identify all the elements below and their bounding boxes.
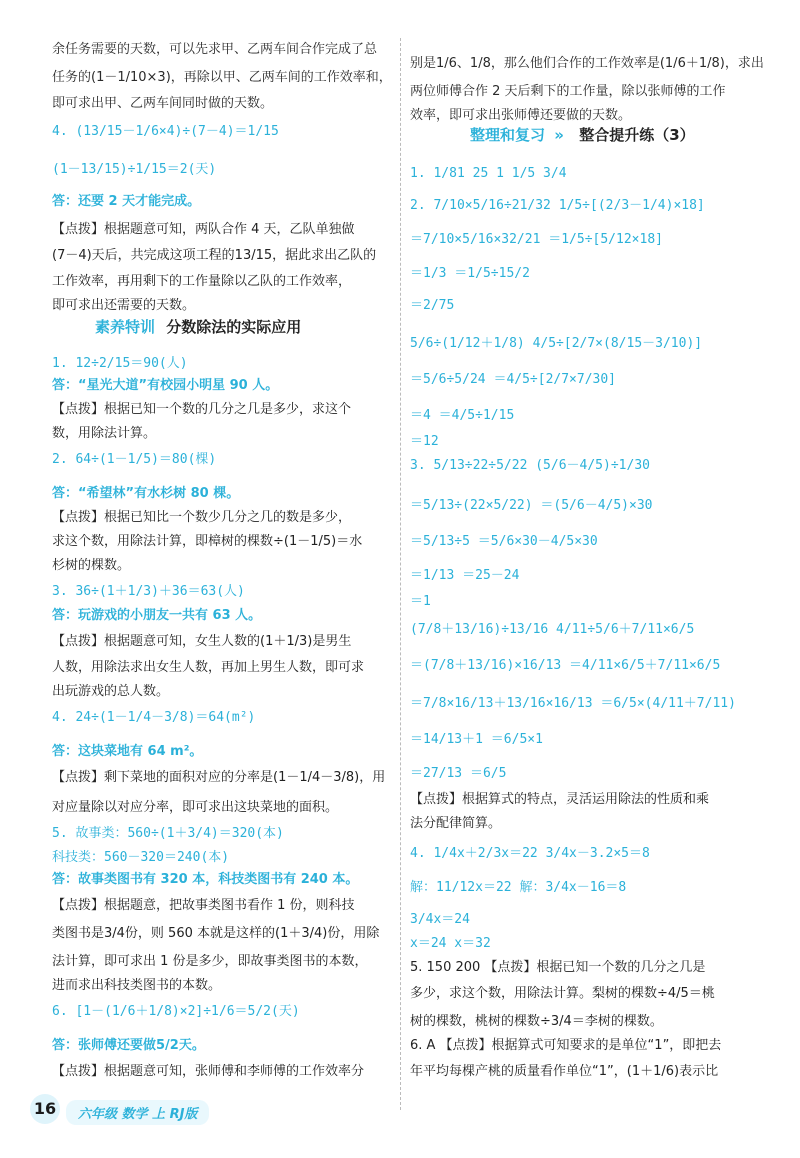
left-line: 即可求出甲、乙两车间同时做的天数。 [52, 96, 274, 111]
left-section-title [95, 316, 301, 337]
right-line: 解：11/12x＝22 解：3/4x－16＝8 [410, 880, 627, 895]
chevron-right-icon: » [554, 126, 564, 144]
left-line: 任务的(1－1/10×3)，再除以甲、乙两车间的工作效率和， [52, 70, 392, 85]
right-line: ＝(7/8＋13/16)×16/13 ＝4/11×6/5＋7/11×6/5 [410, 658, 721, 673]
right-line: ＝1/3 ＝1/5÷15/2 [410, 266, 530, 281]
left-line: 求这个数，用除法计算，即樟树的棵数÷(1－1/5)＝水 [52, 534, 363, 549]
left-line: 答：张师傅还要做5/2天。 [52, 1038, 205, 1053]
left-line: 【点拨】根据已知比一个数少几分之几的数是多少， [52, 510, 352, 525]
right-line: ＝27/13 ＝6/5 [410, 766, 507, 781]
section-badge: 整理和复习 [470, 126, 546, 144]
left-line: 答：玩游戏的小朋友一共有 63 人。 [52, 608, 262, 623]
left-line: (7－4)天后，共完成这项工程的13/15，据此求出乙队的 [52, 248, 377, 263]
page-number: 16 [30, 1094, 60, 1124]
left-line: 4. 24÷(1－1/4－3/8)＝64(m²) [52, 710, 256, 725]
right-line: 别是1/6、1/8，那么他们合作的工作效率是(1/6＋1/8)，求出 [410, 56, 764, 71]
left-line: 【点拨】根据已知一个数的几分之几是多少，求这个 [52, 402, 352, 417]
left-line: 【点拨】根据题意可知，张师傅和李师傅的工作效率分 [52, 1064, 365, 1079]
left-line: 人数，用除法求出女生人数，再加上男生人数，即可求 [52, 660, 365, 675]
left-line: 类图书是3/4份，则 560 本就是这样的(1＋3/4)份，用除 [52, 926, 380, 941]
left-line: 【点拨】根据题意，把故事类图书看作 1 份，则科技 [52, 898, 355, 913]
right-section-title [470, 124, 695, 145]
left-line: 对应量除以对应分率，即可求出这块菜地的面积。 [52, 800, 339, 815]
right-line: ＝5/13÷(22×5/22) ＝(5/6－4/5)×30 [410, 498, 653, 513]
section-heading: 分数除法的实际应用 [166, 318, 302, 336]
right-line: 3/4x＝24 [410, 912, 470, 927]
right-line: ＝4 ＝4/5÷1/15 [410, 408, 515, 423]
left-line: 2. 64÷(1－1/5)＝80(棵) [52, 452, 217, 467]
right-line: ＝14/13＋1 ＝6/5×1 [410, 732, 543, 747]
right-line: ＝7/10×5/16×32/21 ＝1/5÷[5/12×18] [410, 232, 663, 247]
left-line: 余任务需要的天数，可以先求甲、乙两车间合作完成了总 [52, 42, 378, 57]
left-line: 科技类：560－320＝240(本) [52, 850, 230, 865]
right-line: 效率，即可求出张师傅还要做的天数。 [410, 108, 632, 123]
left-line: 工作效率，再用剩下的工作量除以乙队的工作效率， [52, 274, 352, 289]
left-line: 3. 36÷(1＋1/3)＋36＝63(人) [52, 584, 245, 599]
left-line: 答：“希望林”有水杉树 80 棵。 [52, 486, 240, 501]
right-line: (7/8＋13/16)÷13/16 4/11÷5/6＋7/11×6/5 [410, 622, 695, 637]
right-line: 年平均每棵产桃的质量看作单位“1”，(1＋1/6)表示比 [410, 1064, 719, 1079]
left-line: 答：故事类图书有 320 本，科技类图书有 240 本。 [52, 872, 359, 887]
left-line: 答：“星光大道”有校园小明星 90 人。 [52, 378, 279, 393]
page-footer [30, 1090, 350, 1128]
left-line: 【点拨】根据题意可知，两队合作 4 天，乙队单独做 [52, 222, 355, 237]
left-line: 【点拨】剩下菜地的面积对应的分率是(1－1/4－3/8)，用 [52, 770, 386, 785]
book-title: 六年级 数学 上 RJ版 [66, 1100, 209, 1125]
right-line: ＝1 [410, 594, 431, 609]
left-line: 即可求出还需要的天数。 [52, 298, 196, 313]
right-line: x＝24 x＝32 [410, 936, 491, 951]
column-divider [400, 38, 401, 1110]
right-line: 5/6÷(1/12＋1/8) 4/5÷[2/7×(8/15－3/10)] [410, 336, 703, 351]
left-line: 6. [1－(1/6＋1/8)×2]÷1/6＝5/2(天) [52, 1004, 300, 1019]
left-line: 答：这块菜地有 64 m²。 [52, 744, 203, 759]
left-line: 【点拨】根据题意可知，女生人数的(1＋1/3)是男生 [52, 634, 352, 649]
right-line: 3. 5/13÷22÷5/22 (5/6－4/5)÷1/30 [410, 458, 650, 473]
right-line: 【点拨】根据算式的特点，灵活运用除法的性质和乘 [410, 792, 710, 807]
section-heading: 整合提升练（3） [579, 126, 695, 144]
right-line: 4. 1/4x＋2/3x＝22 3/4x－3.2×5＝8 [410, 846, 650, 861]
right-line: 5. 150 200 【点拨】根据已知一个数的几分之几是 [410, 960, 706, 975]
right-line: 树的棵数，桃树的棵数÷3/4＝李树的棵数。 [410, 1014, 663, 1029]
right-line: 多少，求这个数，用除法计算。梨树的棵数÷4/5＝桃 [410, 986, 715, 1001]
right-line: ＝1/13 ＝25－24 [410, 568, 520, 583]
right-line: 6. A 【点拨】根据算式可知要求的是单位“1”，即把去 [410, 1038, 722, 1053]
left-line: 4. (13/15－1/6×4)÷(7－4)＝1/15 [52, 124, 279, 139]
right-line: ＝2/75 [410, 298, 455, 313]
right-line: 法分配律简算。 [410, 816, 502, 831]
right-line: ＝7/8×16/13＋13/16×16/13 ＝6/5×(4/11＋7/11) [410, 696, 736, 711]
right-line: ＝5/6÷5/24 ＝4/5÷[2/7×7/30] [410, 372, 617, 387]
left-line: 进而求出科技类图书的本数。 [52, 978, 222, 993]
left-line: 答：还要 2 天才能完成。 [52, 194, 201, 209]
left-line: 1. 12÷2/15＝90(人) [52, 356, 188, 371]
right-line: 两位师傅合作 2 天后剩下的工作量，除以张师傅的工作 [410, 84, 726, 99]
left-line: 5. 故事类：560÷(1＋3/4)＝320(本) [52, 826, 284, 841]
left-line: 出玩游戏的总人数。 [52, 684, 170, 699]
left-line: 杉树的棵数。 [52, 558, 131, 573]
right-line: 1. 1/81 25 1 1/5 3/4 [410, 166, 567, 181]
right-line: ＝5/13÷5 ＝5/6×30－4/5×30 [410, 534, 598, 549]
left-line: 数，用除法计算。 [52, 426, 157, 441]
left-line: 法计算，即可求出 1 份是多少，即故事类图书的本数， [52, 954, 368, 969]
section-badge: 素养特训 [95, 318, 156, 336]
right-line: 2. 7/10×5/16÷21/32 1/5÷[(2/3－1/4)×18] [410, 198, 705, 213]
left-line: (1－13/15)÷1/15＝2(天) [52, 162, 217, 177]
right-line: ＝12 [410, 434, 439, 449]
